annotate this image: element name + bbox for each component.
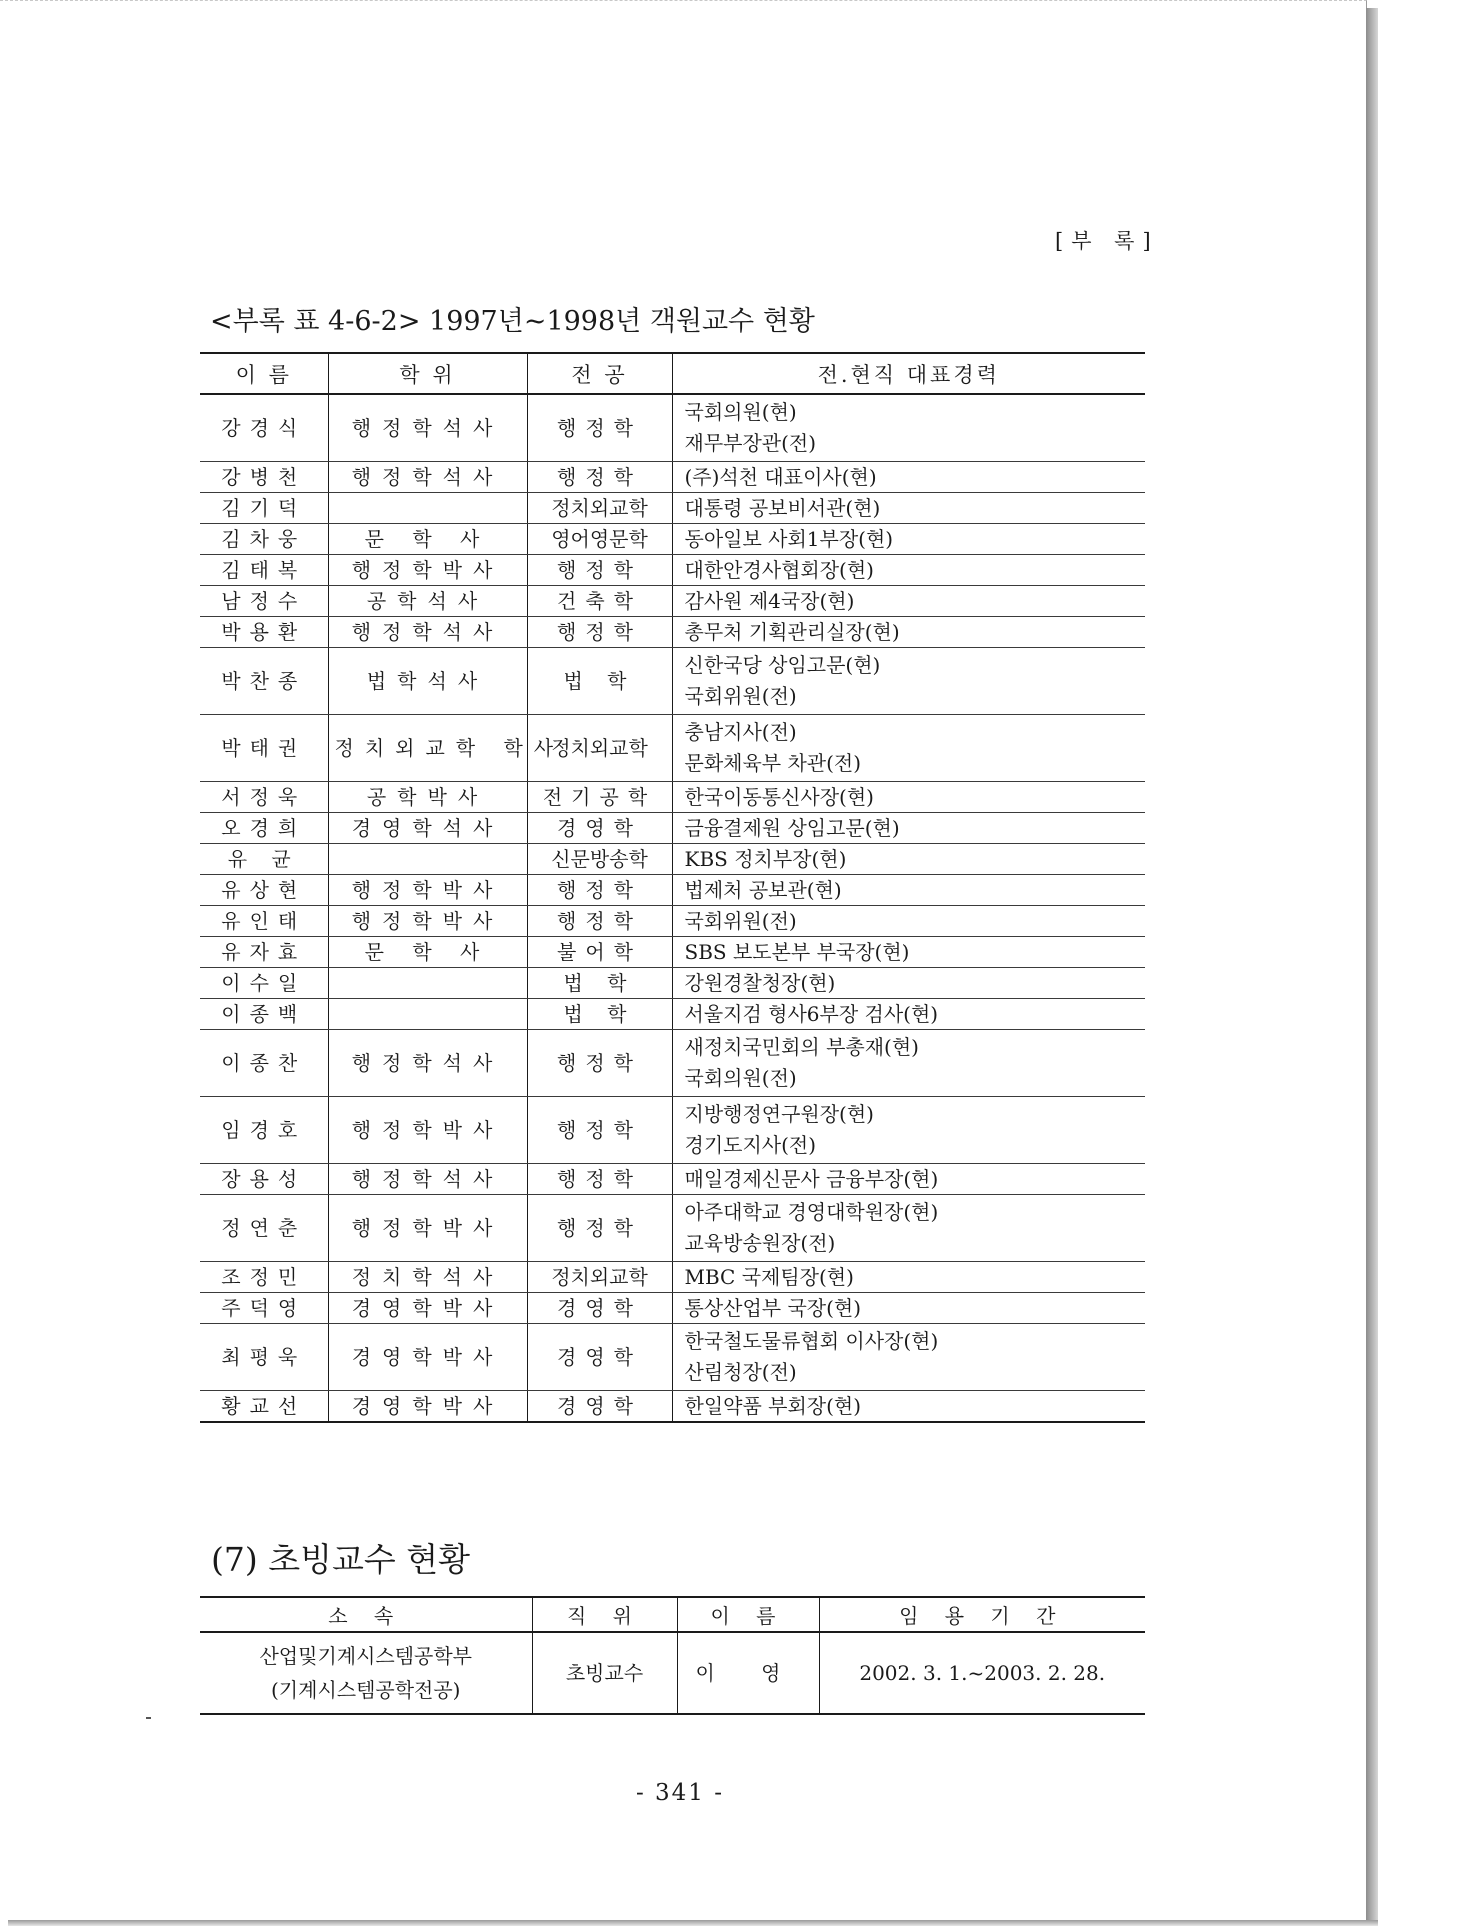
name-cell: 주덕영: [200, 1293, 328, 1324]
table-row: [200, 813, 1145, 844]
name-cell: 박용환: [200, 617, 328, 648]
table-row: [200, 1195, 1145, 1262]
table-header-row: [200, 353, 1145, 394]
career-line: 경기도지사(전): [684, 1133, 817, 1157]
column-header-name: 이 름: [677, 1597, 819, 1632]
degree-cell: 경영학박사: [328, 1391, 527, 1423]
affiliation-line: 산업및기계시스템공학부: [259, 1644, 473, 1668]
major-cell: 법 학: [527, 968, 672, 999]
degree-cell: 경영학박사: [328, 1293, 527, 1324]
career-cell: [672, 844, 1145, 875]
name-cell: 이종백: [200, 999, 328, 1030]
column-header-affiliation: 소 속: [200, 1597, 532, 1632]
major-cell: 경영학: [527, 813, 672, 844]
career-line: (주)석천 대표이사(현): [684, 465, 877, 489]
appendix-section-label: [부 록]: [1055, 229, 1159, 253]
career-line: 새정치국민회의 부총재(현): [684, 1035, 919, 1059]
career-cell: [672, 1097, 1145, 1164]
major-cell: 행정학: [527, 1097, 672, 1164]
major-cell: 행정학: [527, 906, 672, 937]
career-cell: [672, 555, 1145, 586]
name-cell: 김태복: [200, 555, 328, 586]
position-cell: 초빙교수: [532, 1632, 677, 1714]
career-line: 동아일보 사회1부장(현): [684, 527, 894, 551]
name-cell: 최평욱: [200, 1324, 328, 1391]
name-cell: 김기덕: [200, 493, 328, 524]
career-cell: [672, 524, 1145, 555]
name-cell: 이 영: [677, 1632, 819, 1714]
career-cell: [672, 586, 1145, 617]
table-row: [200, 715, 1145, 782]
career-line: 충남지사(전): [684, 720, 797, 744]
degree-cell: 문 학 사: [328, 937, 527, 968]
career-line: 매일경제신문사 금융부장(현): [684, 1167, 939, 1191]
table-row: [200, 782, 1145, 813]
table-row: [200, 937, 1145, 968]
table-row: [200, 1293, 1145, 1324]
affiliation-cell: [200, 1632, 532, 1714]
career-cell: [672, 875, 1145, 906]
degree-cell: 정치외교학 학사: [328, 715, 527, 782]
career-line: KBS 정치부장(현): [684, 847, 847, 871]
section-title: (7) 초빙교수 현황: [211, 1540, 470, 1579]
table-row: [200, 617, 1145, 648]
degree-cell: 행정학박사: [328, 875, 527, 906]
career-cell: [672, 906, 1145, 937]
table-header-row: [200, 1597, 1145, 1632]
name-cell: 유인태: [200, 906, 328, 937]
name-cell: 이종찬: [200, 1030, 328, 1097]
table-row: [200, 648, 1145, 715]
column-header-position: 직 위: [532, 1597, 677, 1632]
degree-cell: 공학박사: [328, 782, 527, 813]
career-line: 법제처 공보관(현): [684, 878, 842, 902]
table-body: [200, 394, 1145, 1422]
major-cell: 법 학: [527, 648, 672, 715]
degree-cell: [328, 968, 527, 999]
degree-cell: 행정학박사: [328, 906, 527, 937]
career-cell: [672, 1391, 1145, 1423]
career-line: 총무처 기획관리실장(현): [684, 620, 900, 644]
major-cell: 법 학: [527, 999, 672, 1030]
career-line: 금융결제원 상임고문(현): [684, 816, 900, 840]
degree-cell: 행정학석사: [328, 462, 527, 493]
career-line: 국회의원(전): [684, 1066, 797, 1090]
column-header-career: 전.현직 대표경력: [672, 353, 1145, 394]
table-row: [200, 1632, 1145, 1714]
name-cell: 강병천: [200, 462, 328, 493]
major-cell: 경영학: [527, 1293, 672, 1324]
major-cell: 행정학: [527, 462, 672, 493]
name-cell: 임경호: [200, 1097, 328, 1164]
table-row: [200, 586, 1145, 617]
visiting-professors-table: [200, 352, 1145, 1423]
degree-cell: 행정학석사: [328, 617, 527, 648]
name-cell: 유 균: [200, 844, 328, 875]
major-cell: 건축학: [527, 586, 672, 617]
career-line: 감사원 제4국장(현): [684, 589, 855, 613]
career-cell: [672, 782, 1145, 813]
table-row: [200, 999, 1145, 1030]
career-cell: [672, 394, 1145, 462]
major-cell: 행정학: [527, 617, 672, 648]
career-line: 재무부장관(전): [684, 431, 817, 455]
table-row: [200, 875, 1145, 906]
career-line: 대한안경사협회장(현): [684, 558, 874, 582]
major-cell: 행정학: [527, 555, 672, 586]
career-line: 교육방송원장(전): [684, 1231, 836, 1255]
career-line: 산림청장(전): [684, 1360, 797, 1384]
degree-cell: 공학석사: [328, 586, 527, 617]
career-line: 서울지검 형사6부장 검사(현): [684, 1002, 939, 1026]
page-shadow-right: [1366, 8, 1378, 1926]
page-number: - 341 -: [635, 1780, 725, 1806]
career-line: 강원경찰청장(현): [684, 971, 836, 995]
name-cell: 김차웅: [200, 524, 328, 555]
career-cell: [672, 617, 1145, 648]
table-row: [200, 968, 1145, 999]
degree-cell: 법학석사: [328, 648, 527, 715]
period-cell: 2002. 3. 1.~2003. 2. 28.: [859, 1661, 1106, 1685]
major-cell: 행정학: [527, 394, 672, 462]
major-cell: 신문방송학: [527, 844, 672, 875]
career-cell: [672, 462, 1145, 493]
career-cell: [672, 937, 1145, 968]
degree-cell: 행정학박사: [328, 555, 527, 586]
column-header-major: 전 공: [527, 353, 672, 394]
name-cell: 유상현: [200, 875, 328, 906]
column-header-period: 임 용 기 간: [819, 1597, 1145, 1632]
table-row: [200, 394, 1145, 462]
degree-cell: [328, 999, 527, 1030]
table-row: [200, 1324, 1145, 1391]
invited-professors-table: [200, 1596, 1145, 1715]
career-cell: [672, 1195, 1145, 1262]
career-cell: [672, 968, 1145, 999]
career-line: 문화체육부 차관(전): [684, 751, 862, 775]
career-line: 한국이동통신사장(현): [684, 785, 874, 809]
degree-cell: 행정학석사: [328, 1030, 527, 1097]
table-row: [200, 1030, 1145, 1097]
scan-speck: [146, 1717, 151, 1719]
name-cell: 박태권: [200, 715, 328, 782]
career-line: 통상산업부 국장(현): [684, 1296, 862, 1320]
major-cell: 행정학: [527, 875, 672, 906]
table-row: [200, 844, 1145, 875]
major-cell: 정치외교학: [527, 715, 672, 782]
name-cell: 남정수: [200, 586, 328, 617]
career-cell: [672, 1324, 1145, 1391]
major-cell: 행정학: [527, 1164, 672, 1195]
table-row: [200, 1097, 1145, 1164]
career-cell: [672, 1164, 1145, 1195]
career-line: 한일약품 부회장(현): [684, 1394, 862, 1418]
degree-cell: 행정학박사: [328, 1097, 527, 1164]
affiliation-line: (기계시스템공학전공): [271, 1678, 461, 1702]
career-line: 한국철도물류협회 이사장(현): [684, 1329, 939, 1353]
column-header-name: 이 름: [200, 353, 328, 394]
name-cell: 황교선: [200, 1391, 328, 1423]
career-cell: [672, 648, 1145, 715]
major-cell: 정치외교학: [527, 1262, 672, 1293]
name-cell: 박찬종: [200, 648, 328, 715]
career-line: 지방행정연구원장(현): [684, 1102, 874, 1126]
table-row: [200, 493, 1145, 524]
table-row: [200, 1262, 1145, 1293]
column-header-degree: 학 위: [328, 353, 527, 394]
career-line: MBC 국제팀장(현): [684, 1265, 854, 1289]
name-cell: 강경식: [200, 394, 328, 462]
major-cell: 경영학: [527, 1324, 672, 1391]
degree-cell: 정치학석사: [328, 1262, 527, 1293]
name-cell: 장용성: [200, 1164, 328, 1195]
major-cell: 전기공학: [527, 782, 672, 813]
major-cell: 불어학: [527, 937, 672, 968]
table-row: [200, 555, 1145, 586]
degree-cell: [328, 493, 527, 524]
page-shadow-bottom: [8, 1920, 1378, 1926]
career-cell: [672, 1030, 1145, 1097]
table-row: [200, 1164, 1145, 1195]
career-line: SBS 보도본부 부국장(현): [684, 940, 910, 964]
table-caption: <부록 표 4-6-2> 1997년~1998년 객원교수 현황: [210, 306, 815, 337]
career-cell: [672, 999, 1145, 1030]
career-line: 국회위원(전): [684, 684, 797, 708]
career-line: 국회의원(현): [684, 400, 797, 424]
degree-cell: 경영학박사: [328, 1324, 527, 1391]
name-cell: 이수일: [200, 968, 328, 999]
name-cell: 유자효: [200, 937, 328, 968]
degree-cell: [328, 844, 527, 875]
table-row: [200, 524, 1145, 555]
major-cell: 영어영문학: [527, 524, 672, 555]
degree-cell: 경영학석사: [328, 813, 527, 844]
major-cell: 행정학: [527, 1030, 672, 1097]
degree-cell: 행정학박사: [328, 1195, 527, 1262]
career-cell: [672, 715, 1145, 782]
career-line: 대통령 공보비서관(현): [684, 496, 881, 520]
degree-cell: 행정학석사: [328, 1164, 527, 1195]
name-cell: 조정민: [200, 1262, 328, 1293]
degree-cell: 행정학석사: [328, 394, 527, 462]
career-cell: [672, 493, 1145, 524]
degree-cell: 문 학 사: [328, 524, 527, 555]
name-cell: 서정욱: [200, 782, 328, 813]
major-cell: 정치외교학: [527, 493, 672, 524]
career-line: 아주대학교 경영대학원장(현): [684, 1200, 939, 1224]
career-line: 신한국당 상임고문(현): [684, 653, 881, 677]
table-row: [200, 1391, 1145, 1423]
career-cell: [672, 1262, 1145, 1293]
name-cell: 정연춘: [200, 1195, 328, 1262]
career-line: 국회위원(전): [684, 909, 797, 933]
career-cell: [672, 1293, 1145, 1324]
table-row: [200, 906, 1145, 937]
career-cell: [672, 813, 1145, 844]
major-cell: 행정학: [527, 1195, 672, 1262]
name-cell: 오경희: [200, 813, 328, 844]
major-cell: 경영학: [527, 1391, 672, 1423]
table-row: [200, 462, 1145, 493]
